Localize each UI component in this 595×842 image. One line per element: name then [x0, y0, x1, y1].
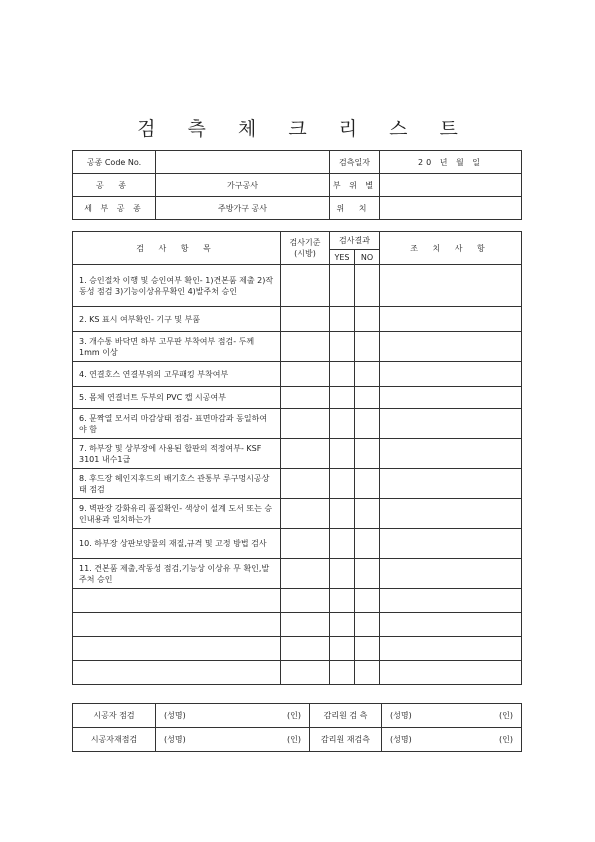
check-item[interactable]	[73, 637, 281, 661]
header-basis: 검사기준 (시방)	[281, 232, 330, 265]
check-item: 5. 몸체 연결너트 두부의 PVC 캡 시공여부	[73, 387, 281, 409]
contractor-recheck-label: 시공자재점검	[73, 728, 156, 752]
work-type-field[interactable]: 가구공사	[156, 174, 330, 197]
basis-cell[interactable]	[281, 529, 330, 559]
action-cell[interactable]	[380, 439, 522, 469]
table-row	[73, 637, 522, 661]
yes-cell[interactable]	[330, 332, 355, 362]
header-no: NO	[355, 250, 380, 265]
signature-table	[72, 703, 522, 752]
action-cell[interactable]	[380, 637, 522, 661]
yes-cell[interactable]	[330, 265, 355, 307]
signature-row-recheck	[73, 728, 522, 752]
no-cell[interactable]	[355, 637, 380, 661]
action-cell[interactable]	[380, 529, 522, 559]
table-row	[73, 362, 522, 387]
basis-cell[interactable]	[281, 589, 330, 613]
check-item: 9. 벽판장 강화유리 품질확인- 색상이 설계 도서 또는 승인내용과 일치하는가	[73, 499, 281, 529]
action-cell[interactable]	[380, 362, 522, 387]
table-row	[73, 613, 522, 637]
basis-cell[interactable]	[281, 613, 330, 637]
no-cell[interactable]	[355, 529, 380, 559]
location-label: 위 치	[330, 197, 380, 220]
info-row-code	[73, 151, 522, 174]
basis-cell[interactable]	[281, 362, 330, 387]
yes-cell[interactable]	[330, 559, 355, 589]
basis-cell[interactable]	[281, 439, 330, 469]
yes-cell[interactable]	[330, 307, 355, 332]
no-cell[interactable]	[355, 332, 380, 362]
check-item: 11. 견본품 제출,작동성 점검,기능상 이상유 무 확인,발주처 승인	[73, 559, 281, 589]
contractor-check-label: 시공자 점검	[73, 704, 156, 728]
basis-cell[interactable]	[281, 265, 330, 307]
table-row	[73, 661, 522, 685]
check-item[interactable]	[73, 589, 281, 613]
info-row-work-type	[73, 174, 522, 197]
part-field[interactable]	[380, 174, 522, 197]
action-cell[interactable]	[380, 332, 522, 362]
yes-cell[interactable]	[330, 613, 355, 637]
table-row	[73, 409, 522, 439]
check-item[interactable]	[73, 613, 281, 637]
no-cell[interactable]	[355, 307, 380, 332]
check-item: 8. 후드장 헤인지후드의 배기호스 관통부 루구멍시공상태 점검	[73, 469, 281, 499]
header-result: 검사결과	[330, 232, 380, 250]
action-cell[interactable]	[380, 307, 522, 332]
page-title: 검 측 체 크 리 스 트	[137, 118, 471, 140]
action-cell[interactable]	[380, 469, 522, 499]
no-cell[interactable]	[355, 589, 380, 613]
inspection-date-field[interactable]: 20 년 월 일	[380, 151, 522, 174]
name-placeholder: (성명)	[164, 711, 186, 720]
name-placeholder: (성명)	[164, 735, 186, 744]
seal-mark: (인)	[287, 735, 301, 744]
check-item: 3. 개수통 바닥면 하부 고무판 부착여부 점검- 두께 1mm 이상	[73, 332, 281, 362]
table-row	[73, 265, 522, 307]
no-cell[interactable]	[355, 613, 380, 637]
checklist-table	[72, 231, 522, 685]
location-field[interactable]	[380, 197, 522, 220]
table-row	[73, 387, 522, 409]
table-row	[73, 499, 522, 529]
check-item: 4. 연결호스 연결부위의 고무패킹 부착여부	[73, 362, 281, 387]
no-cell[interactable]	[355, 362, 380, 387]
supervisor-reinspect-label: 감리원 재검측	[310, 728, 382, 752]
no-cell[interactable]	[355, 265, 380, 307]
action-cell[interactable]	[380, 265, 522, 307]
yes-cell[interactable]	[330, 661, 355, 685]
code-label: 공종 Code No.	[73, 151, 156, 174]
basis-cell[interactable]	[281, 332, 330, 362]
no-cell[interactable]	[355, 499, 380, 529]
table-row	[73, 559, 522, 589]
yes-cell[interactable]	[330, 499, 355, 529]
action-cell[interactable]	[380, 613, 522, 637]
yes-cell[interactable]	[330, 637, 355, 661]
basis-cell[interactable]	[281, 307, 330, 332]
table-row	[73, 469, 522, 499]
no-cell[interactable]	[355, 661, 380, 685]
header-yes: YES	[330, 250, 355, 265]
no-cell[interactable]	[355, 387, 380, 409]
no-cell[interactable]	[355, 409, 380, 439]
check-item[interactable]	[73, 661, 281, 685]
checklist-header-row	[73, 232, 522, 250]
supervisor-reinspect-signature-field[interactable]	[382, 728, 522, 752]
yes-cell[interactable]	[330, 589, 355, 613]
yes-cell[interactable]	[330, 409, 355, 439]
basis-cell[interactable]	[281, 661, 330, 685]
basis-cell[interactable]	[281, 637, 330, 661]
detail-type-label: 세 부 공 종	[73, 197, 156, 220]
work-type-label: 공 종	[73, 174, 156, 197]
contractor-recheck-signature-field[interactable]	[156, 728, 310, 752]
header-item: 검 사 항 목	[73, 232, 281, 265]
check-item: 10. 하부장 상판보양물의 재질,규격 및 고정 방법 검사	[73, 529, 281, 559]
part-label: 부 위 별	[330, 174, 380, 197]
no-cell[interactable]	[355, 439, 380, 469]
signature-row-contractor	[73, 704, 522, 728]
action-cell[interactable]	[380, 409, 522, 439]
action-cell[interactable]	[380, 589, 522, 613]
seal-mark: (인)	[499, 711, 513, 720]
table-row	[73, 332, 522, 362]
yes-cell[interactable]	[330, 469, 355, 499]
basis-cell[interactable]	[281, 387, 330, 409]
table-row	[73, 589, 522, 613]
basis-cell[interactable]	[281, 469, 330, 499]
action-cell[interactable]	[380, 559, 522, 589]
seal-mark: (인)	[499, 735, 513, 744]
basis-cell[interactable]	[281, 559, 330, 589]
seal-mark: (인)	[287, 711, 301, 720]
no-cell[interactable]	[355, 559, 380, 589]
inspection-date-label: 검측일자	[330, 151, 380, 174]
action-cell[interactable]	[380, 661, 522, 685]
basis-cell[interactable]	[281, 409, 330, 439]
no-cell[interactable]	[355, 469, 380, 499]
contractor-signature-field[interactable]	[156, 704, 310, 728]
yes-cell[interactable]	[330, 529, 355, 559]
action-cell[interactable]	[380, 387, 522, 409]
check-item: 2. KS 표시 여부확인- 기구 및 부품	[73, 307, 281, 332]
name-placeholder: (성명)	[390, 735, 412, 744]
yes-cell[interactable]	[330, 387, 355, 409]
table-row	[73, 529, 522, 559]
check-item: 1. 승인절차 이행 및 승인여부 확인- 1)견본품 제출 2)작동성 점검 3)기능이상유무확인 4)발주처 승인	[73, 265, 281, 307]
check-item: 6. 문짝열 모서리 마감상태 점검- 표면마감과 동일하여야 함	[73, 409, 281, 439]
info-table	[72, 150, 522, 220]
table-row	[73, 307, 522, 332]
name-placeholder: (성명)	[390, 711, 412, 720]
supervisor-signature-field[interactable]	[382, 704, 522, 728]
info-row-detail	[73, 197, 522, 220]
detail-type-field[interactable]: 주방가구 공사	[156, 197, 330, 220]
action-cell[interactable]	[380, 499, 522, 529]
check-item: 7. 하부장 및 상부장에 사용된 합판의 적정여부- KSF 3101 내수1급	[73, 439, 281, 469]
table-row	[73, 439, 522, 469]
code-field[interactable]	[156, 151, 330, 174]
header-action: 조 치 사 항	[380, 232, 522, 265]
basis-cell[interactable]	[281, 499, 330, 529]
supervisor-inspect-label: 감리원 검 측	[310, 704, 382, 728]
yes-cell[interactable]	[330, 439, 355, 469]
yes-cell[interactable]	[330, 362, 355, 387]
